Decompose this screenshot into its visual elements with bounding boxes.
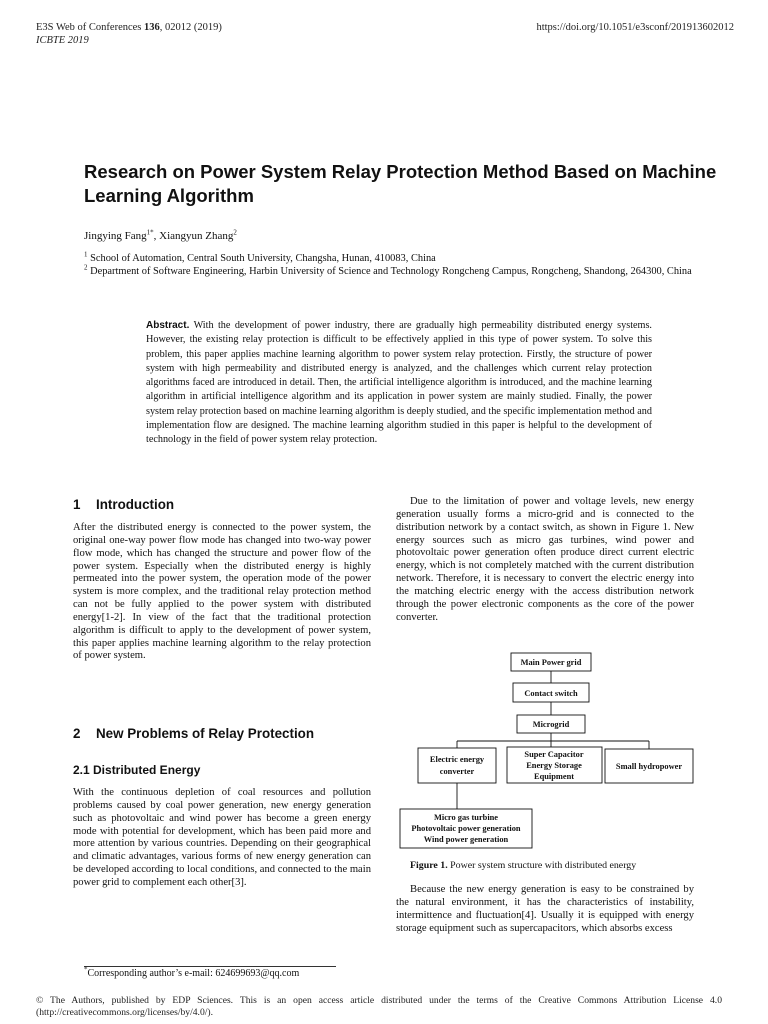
storage-label-line2: Energy Storage [526,761,582,770]
article-number-prefix: , [159,22,166,33]
figure-1-caption [410,860,710,872]
author-separator: , [153,230,160,242]
sources-label-line1: Micro gas turbine [433,813,499,822]
affiliation-item [84,265,704,278]
affiliation-marker: 1 [84,250,88,259]
contact-switch-label: Contact switch [524,689,578,698]
publication-year: (2019) [193,22,222,33]
electric-energy-converter-box [418,748,496,783]
subsection-heading-distributed-energy: 2.1 Distributed Energy [73,763,201,777]
figure-label: Figure 1. [410,860,448,871]
converter-label-line2: converter [439,767,475,776]
abstract [146,319,652,448]
section-heading-introduction [73,497,174,513]
paper-title: Research on Power System Relay Protection Method Based on Machine Learning Algorithm [84,161,717,206]
footnote-text: Corresponding author’s e-mail: 624699693@qq.com [87,968,300,979]
article-number: 02012 [165,22,192,33]
small-hydropower-label: Small hydropower [615,762,683,771]
storage-label-line3: Equipment [533,772,575,781]
sources-label-line2: Photovoltaic power generation [411,824,521,833]
affiliation-item [84,252,704,265]
running-header-journal [36,21,222,34]
author-affiliation-marker: 2 [233,228,237,237]
author-list [84,229,237,243]
sources-label-line3: Wind power generation [423,835,509,844]
new-energy-paragraph: Because the new energy generation is easy to be constrained by the natural environment, it has the characteristics of instability, intermittence and fluctuation[4]. Usually it is equipped with energy storage equipment such as supercapacitors, which absorbs excess [396,884,694,934]
affiliation-text: School of Automation, Central South University, Changsha, Hunan, 410083, China [90,253,436,264]
doi-link[interactable]: https://doi.org/10.1051/e3sconf/201913602012 [536,22,734,33]
author-name: Jingying Fang [84,230,147,242]
micro-grid-paragraph: Due to the limitation of power and voltage levels, new energy generation usually forms a micro-grid and is connected to the distribution network by a contact switch, as shown in Figure 1. New energy sources such as micro gas turbines, wind power and photovoltaic power generation often produce direct current electric energy, which is not completely matched with the current distribution network. Therefore, it is necessary to convert the electric energy into the matching electric energy with the access distribution network through the power electronic components as the core of the power converter. [396,496,694,623]
section-title: New Problems of Relay Protection [96,726,315,741]
introduction-paragraph: After the distributed energy is connected to the power system, the original one-way power flow mode has changed into two-way power flow mode, which has changed the structure and power flow of the power system. Especially when the distributed energy is highly permeated into the power system, the operation mode of the power system is more complex, and the traditional relay protection method can not be fully applied to the power system with distributed energy[1-2]. In view of the fact that the traditional protection algorithm is difficult to apply to the development of power system, this paper applies machine learning algorithm to the relay protection of power system. [73,522,371,662]
journal-volume: 136 [144,22,160,33]
affiliation-text: Department of Software Engineering, Harbin University of Science and Technology Rongcheng Campus, Rongcheng, Shandong, 264300, China [90,266,692,277]
storage-label-line1: Super Capacitor [524,750,584,759]
section-title: Introduction [96,497,175,512]
journal-name: E3S Web of Conferences [36,22,142,33]
abstract-label: Abstract. [146,320,190,331]
figure-caption-text: Power system structure with distributed energy [450,860,637,871]
author-name: Xiangyun Zhang [159,230,234,242]
section-number: 2 [73,726,81,741]
section-number: 1 [73,497,81,512]
distributed-energy-paragraph: With the continuous depletion of coal resources and pollution problems caused by coal power generation, new energy generation such as photovoltaic and wind power has become a green energy mode with potential for development, which has been paid more and more attention by various countries. Depending on their geographical and climatic advantages, various forms of new energy generation can be developed according to local conditions, and connected to the main power grid to complement each other[3]. [73,787,371,888]
converter-label-line1: Electric energy [429,755,485,764]
section-heading-new-problems [73,726,314,742]
footnote-divider [84,966,336,967]
abstract-text: With the development of power industry, there are gradually high permeability distributed energy systems. However, the existing relay protection is difficult to be effectively applied in this type of power system. To solve this problem, this paper applies machine learning algorithm to power system relay protection. Firstly, the structure of power system with high permeability and distributed energy is analyzed, and the challenges which current relay protection algorithms faced are introduced in detail. Then, the artificial intelligence algorithm is introduced, and the machine learning algorithm in artificial intelligence algorithm and its application in power system are mainly studied. Finally, the power system relay protection based on machine learning algorithm is deeply studied, and the specific implementation method and implementation flow are designed. The machine learning algorithm studied in this paper is helpful to the development of technology in the field of power system relay protection. [146,320,652,446]
corresponding-author-footnote [84,965,300,980]
author-affiliation-marker: 1* [146,228,154,237]
affiliation-list [84,252,704,278]
license-notice: © The Authors, published by EDP Sciences. This is an open access article distributed under the terms of the Creative Commons Attribution License 4.0 (http://creativecommons.org/licenses/by/4.0/). [36,995,722,1018]
microgrid-label: Microgrid [532,720,570,729]
figure-1-diagram [396,650,702,850]
footnote-marker: * [84,965,88,974]
affiliation-marker: 2 [84,263,88,272]
main-power-grid-label: Main Power grid [520,658,582,667]
conference-name: ICBTE 2019 [36,35,89,46]
